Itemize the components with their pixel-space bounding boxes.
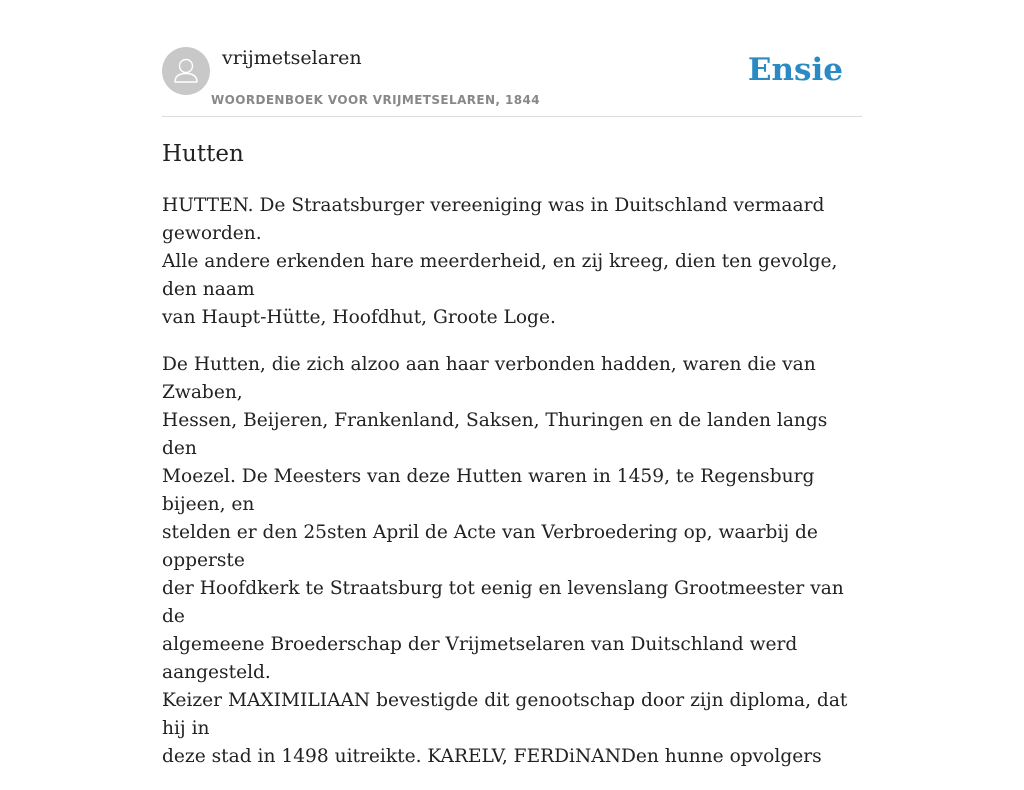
user-icon xyxy=(162,47,210,95)
author-avatar[interactable] xyxy=(162,47,210,95)
brand-logo[interactable]: Ensie xyxy=(747,52,843,88)
article-paragraph: De Hutten, die zich alzoo aan haar verbonden hadden, waren die van Zwaben, Hessen, Beijeren, Frankenland, Saksen, Thuringen en de landen langs den Moezel. De Meesters van deze Hutten waren in 1459, te Regensburg bijeen, en stelden er den 25sten April de Acte van Verbroedering op, waarbij de opperste der Hoofdkerk te Straatsburg tot eenig en levenslang Grootmeester van de algemeene Broederschap der Vrijmetselaren van Duitschland werd aangesteld. Keizer MAXIMILIAAN bevestigde dit genootschap door zijn diploma, dat hij in deze stad in 1498 uitreikte. KARELV, FERDiNANDen hunne opvolgers xyxy=(162,354,848,767)
author-name[interactable]: vrijmetselaren xyxy=(222,47,362,69)
article-title: Hutten xyxy=(162,141,244,167)
page-header xyxy=(162,46,862,117)
article-paragraph: HUTTEN. De Straatsburger vereeniging was in Duitschland vermaard geworden. Alle andere erkenden hare meerderheid, en zij kreeg, dien ten gevolge, den naam van Haupt-Hütte, Hoofdhut, Groote Loge. xyxy=(162,195,838,328)
source-label[interactable]: WOORDENBOEK VOOR VRIJMETSELAREN, 1844 xyxy=(211,93,540,107)
article-body xyxy=(162,192,862,790)
